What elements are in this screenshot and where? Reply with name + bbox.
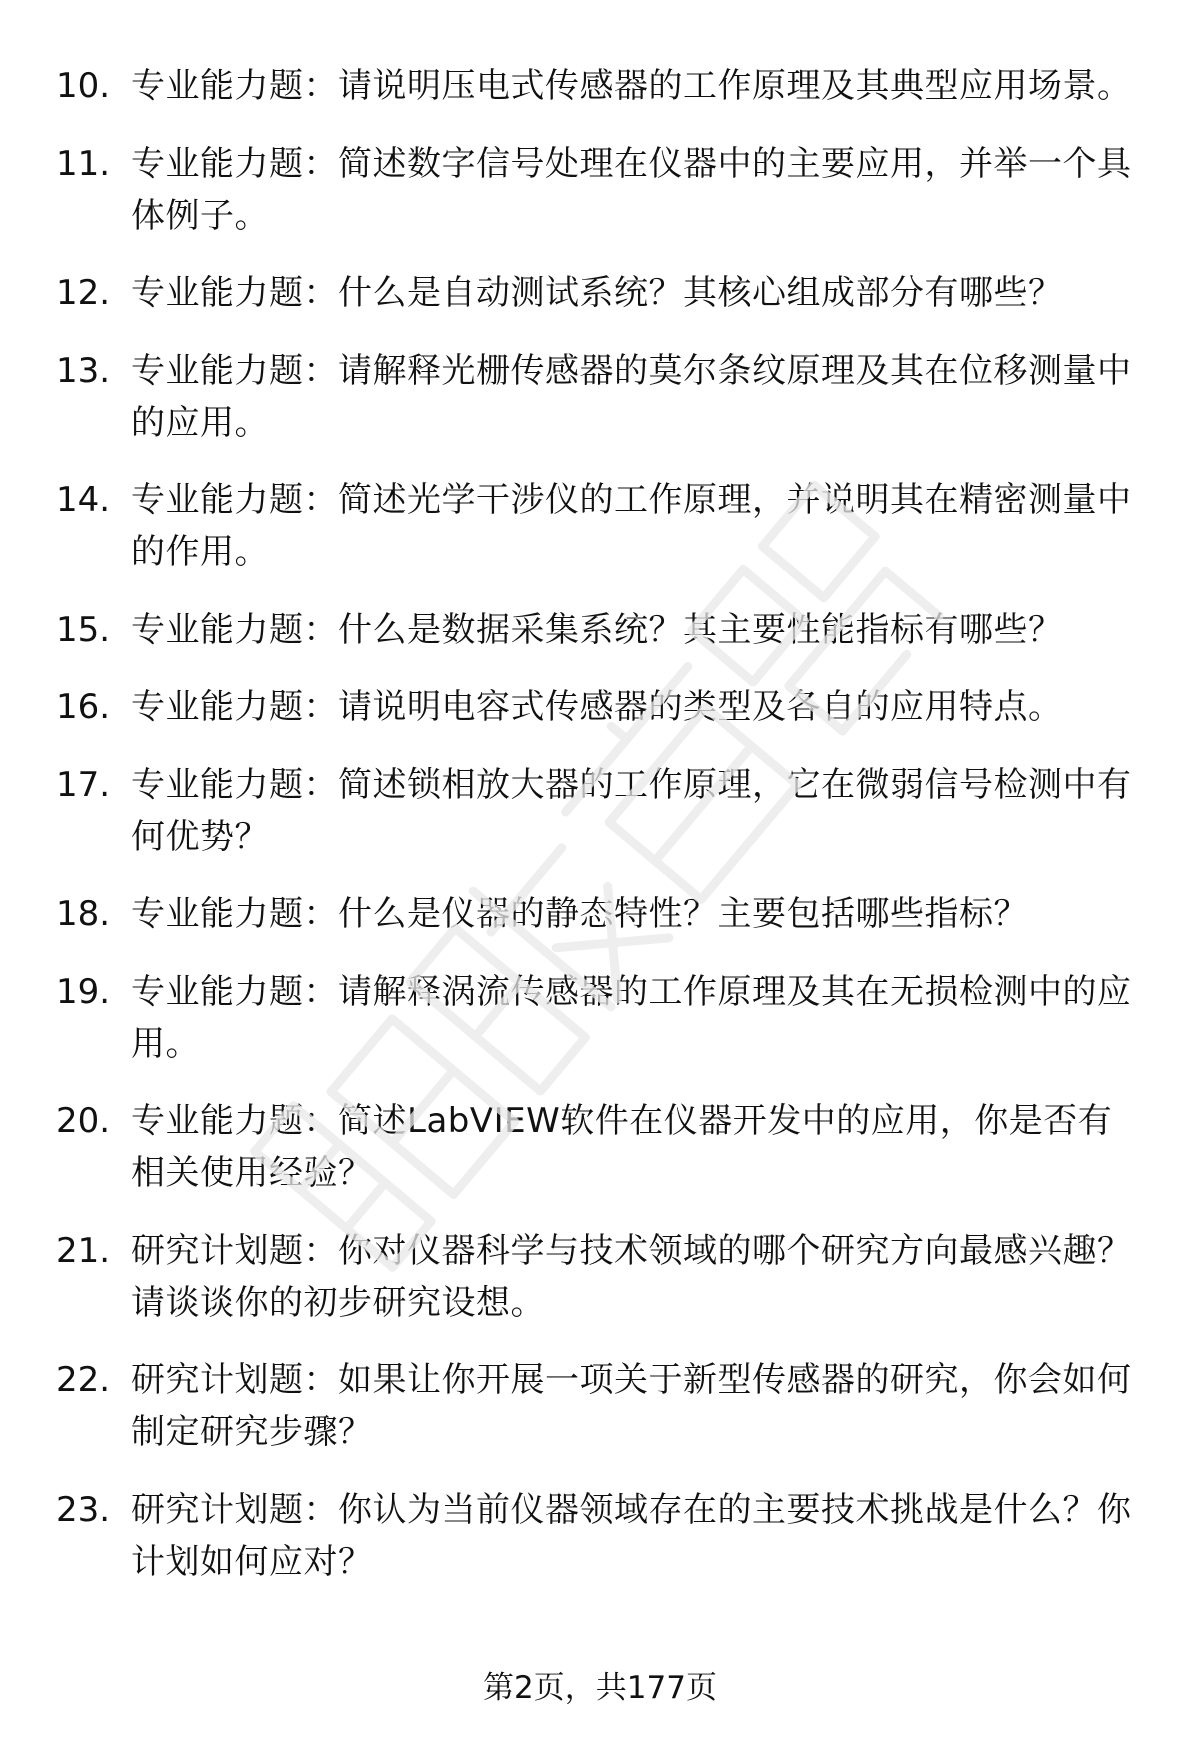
question-number: 12. [56,273,111,313]
question-number: 22. [56,1360,111,1400]
question-text: 专业能力题：请解释涡流传感器的工作原理及其在无损检测中的应用。 [131,971,1132,1064]
question-number: 10. [56,66,111,106]
question-text: 专业能力题：简述光学干涉仪的工作原理，并说明其在精密测量中的作用。 [131,480,1132,572]
question-text: 研究计划题：你认为当前仪器领域存在的主要技术挑战是什么？你计划如何应对？ [131,1489,1132,1582]
page-footer: 第2页，共177页 [483,1670,717,1706]
question-number: 18. [56,894,111,934]
question-item [56,681,1146,733]
question-text: 专业能力题：什么是数据采集系统？其主要性能指标有哪些？ [131,609,1063,650]
question-number: 16. [56,687,111,727]
question-number: 17. [56,764,111,805]
question-number: 20. [56,1101,111,1141]
question-text: 专业能力题：请说明压电式传感器的工作原理及其典型应用场景。 [131,66,1132,106]
question-text: 专业能力题：简述数字信号处理在仪器中的主要应用，并举一个具体例子。 [131,143,1132,236]
question-number: 15. [56,609,111,650]
question-item [56,138,1146,242]
question-item [56,966,1146,1070]
question-number: 14. [56,480,111,520]
question-item [56,474,1146,578]
question-number: 21. [56,1230,111,1271]
question-number: 13. [56,350,111,391]
question-item [56,267,1146,319]
question-number: 11. [56,143,111,184]
question-item [56,888,1146,940]
question-item [56,1095,1146,1199]
question-text: 专业能力题：简述LabVIEW软件在仪器开发中的应用，你是否有相关使用经验？ [131,1101,1113,1193]
question-text: 专业能力题：请说明电容式传感器的类型及各自的应用特点。 [131,687,1063,727]
question-list [56,60,1146,1613]
question-number: 23. [56,1489,111,1530]
question-text: 研究计划题：你对仪器科学与技术领域的哪个研究方向最感兴趣？请谈谈你的初步研究设想。 [131,1230,1132,1323]
question-text: 专业能力题：什么是仪器的静态特性？主要包括哪些指标？ [131,894,1028,934]
question-item [56,1484,1146,1588]
question-text: 专业能力题：什么是自动测试系统？其核心组成部分有哪些？ [131,273,1063,313]
question-number: 19. [56,971,111,1012]
question-item [56,345,1146,449]
question-text: 专业能力题：简述锁相放大器的工作原理，它在微弱信号检测中有何优势？ [131,764,1132,857]
question-text: 研究计划题：如果让你开展一项关于新型传感器的研究，你会如何制定研究步骤？ [131,1360,1132,1452]
question-item [56,1354,1146,1458]
question-item [56,1225,1146,1329]
question-item [56,759,1146,863]
question-item [56,604,1146,656]
question-text: 专业能力题：请解释光栅传感器的莫尔条纹原理及其在位移测量中的应用。 [131,350,1132,443]
question-item [56,60,1146,112]
